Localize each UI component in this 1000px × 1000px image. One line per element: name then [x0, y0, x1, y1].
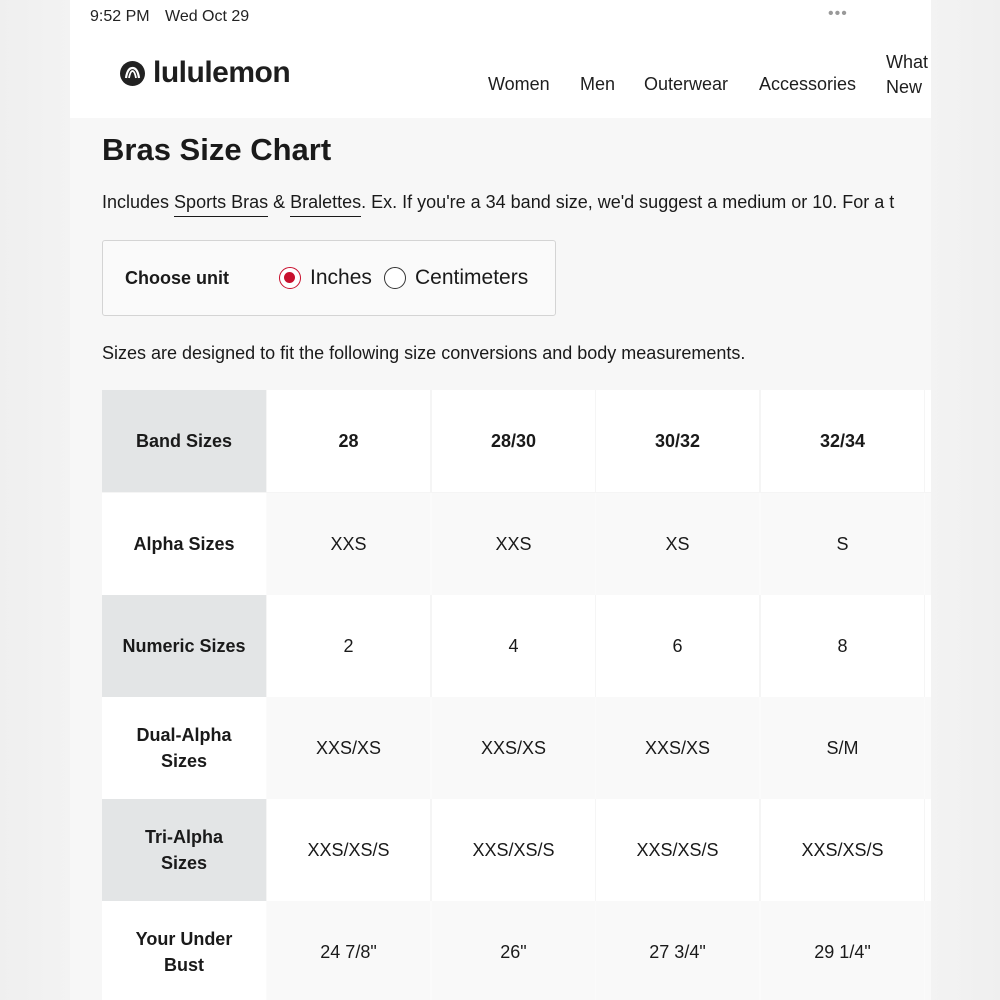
table-cell: XXS/XS: [596, 697, 759, 799]
unit-label: Choose unit: [125, 268, 229, 288]
table-cell: XS: [596, 493, 759, 595]
bralettes-link[interactable]: Bralettes: [290, 192, 361, 217]
table-cell: 30/32: [596, 390, 759, 492]
centimeters-radio[interactable]: [384, 267, 406, 289]
table-cell: S: [761, 493, 924, 595]
table-cell-clipped: [925, 697, 931, 799]
row-header: Band Sizes: [102, 390, 266, 492]
nav-men[interactable]: Men: [580, 74, 616, 94]
left-margin: [0, 0, 70, 1000]
status-bar: [70, 0, 931, 34]
table-row: [102, 697, 931, 800]
table-cell: XXS/XS/S: [596, 799, 759, 901]
nav-whats-new[interactable]: What New: [886, 52, 929, 97]
table-cell: 28: [267, 390, 430, 492]
table-cell: 24 7/8": [267, 901, 430, 1000]
table-cell-clipped: [925, 799, 931, 901]
table-row: [102, 493, 931, 596]
row-header: Alpha Sizes: [102, 493, 266, 595]
table-cell: 6: [596, 595, 759, 697]
table-cell: XXS/XS/S: [761, 799, 924, 901]
table-cell: XXS: [432, 493, 595, 595]
table-cell: 8: [761, 595, 924, 697]
inches-radio[interactable]: [279, 267, 301, 289]
table-cell: 28/30: [432, 390, 595, 492]
table-cell: XXS/XS: [267, 697, 430, 799]
row-header: Tri-Alpha Sizes: [102, 799, 266, 901]
table-row: [102, 595, 931, 698]
table-cell: XXS/XS/S: [432, 799, 595, 901]
nav-outerwear[interactable]: Outerwear: [644, 74, 729, 94]
table-cell: 32/34: [761, 390, 924, 492]
intro-text: [102, 192, 894, 213]
table-cell-clipped: [925, 390, 931, 492]
table-cell-clipped: [925, 493, 931, 595]
table-cell-clipped: [925, 901, 931, 1000]
inches-label[interactable]: Inches: [310, 266, 372, 289]
status-date: Wed Oct 29: [165, 8, 250, 25]
centimeters-label[interactable]: Centimeters: [415, 266, 529, 289]
table-cell: 29 1/4": [761, 901, 924, 1000]
sports-bras-link[interactable]: Sports Bras: [174, 192, 268, 217]
table-cell: 4: [432, 595, 595, 697]
table-cell-clipped: [925, 595, 931, 697]
browser-screen: [70, 0, 931, 1000]
lululemon-logo-icon: [120, 61, 145, 86]
right-margin: [931, 0, 1000, 1000]
intro-amp: &: [268, 192, 291, 212]
table-row: [102, 390, 931, 493]
table-cell: 2: [267, 595, 430, 697]
table-cell: S/M: [761, 697, 924, 799]
table-cell: XXS: [267, 493, 430, 595]
page-title: Bras Size Chart: [102, 132, 332, 167]
table-cell: 26": [432, 901, 595, 1000]
table-row: [102, 901, 931, 1000]
table-row: [102, 799, 931, 902]
table-cell: XXS/XS: [432, 697, 595, 799]
intro-prefix: Includes: [102, 192, 175, 212]
row-header: Dual-Alpha Sizes: [102, 697, 266, 799]
table-cell: XXS/XS/S: [267, 799, 430, 901]
table-cell: 27 3/4": [596, 901, 759, 1000]
intro-suffix: . Ex. If you're a 34 band size, we'd suggest a medium or 10. For a t: [361, 192, 895, 212]
row-header: Numeric Sizes: [102, 595, 266, 697]
brand-name: lululemon: [153, 56, 291, 89]
nav-accessories[interactable]: Accessories: [759, 74, 857, 94]
row-header: Your Under Bust: [102, 901, 266, 1000]
site-header: [70, 34, 931, 118]
brand-logo[interactable]: [120, 56, 290, 90]
sizes-note: Sizes are designed to fit the following size conversions and body measurements.: [102, 343, 746, 363]
multitask-dots-icon[interactable]: •••: [828, 5, 848, 22]
status-time: 9:52 PM: [90, 8, 150, 25]
nav-women[interactable]: Women: [488, 74, 550, 94]
unit-selector: [102, 240, 556, 316]
